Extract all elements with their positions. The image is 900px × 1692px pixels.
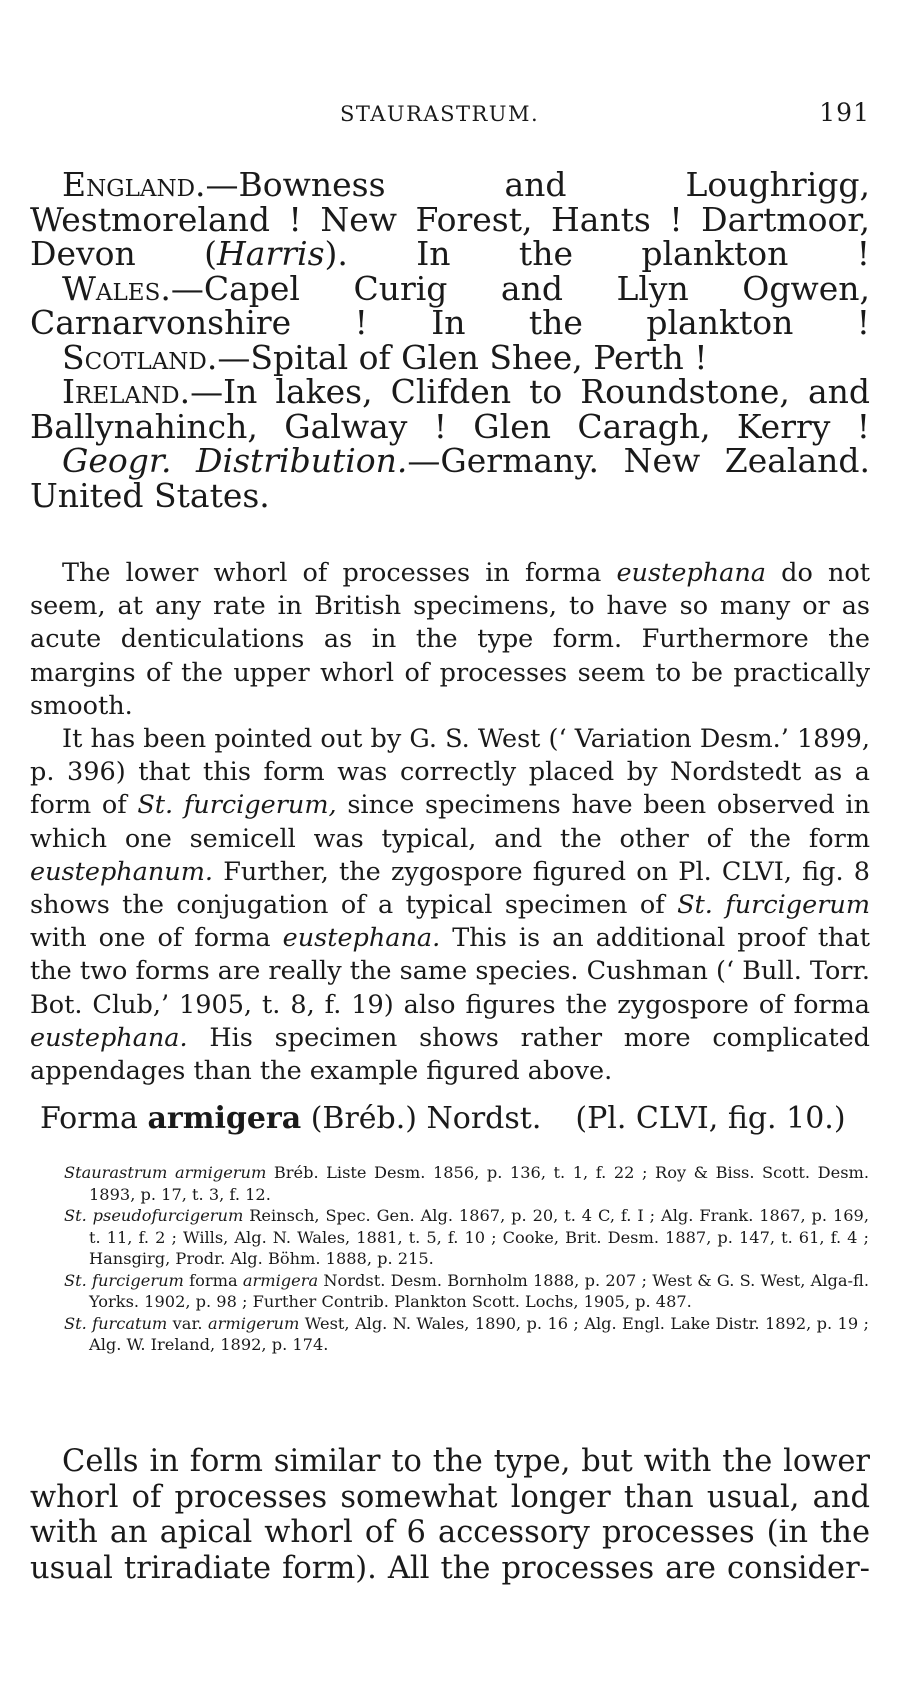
- synonym-name: St. furcigerum: [64, 1270, 184, 1290]
- distribution-section: [30, 165, 870, 515]
- wales-label: Wales.: [62, 268, 171, 308]
- england-collector: Harris: [217, 234, 325, 273]
- distribution-ireland: [30, 372, 870, 446]
- synonym-entry: [64, 1270, 869, 1313]
- synonym-name: armigera: [242, 1270, 319, 1290]
- text-run: Further, the zygospore figured on Pl. CLVI, fig. 8 shows the conjugation of a typical specimen of: [30, 856, 870, 921]
- synonym-connector: var.: [167, 1313, 208, 1333]
- discussion-paragraph-2: [30, 723, 870, 1088]
- england-label: England.: [62, 165, 206, 204]
- scotland-label: Scotland.: [62, 337, 218, 377]
- description-section: [30, 1444, 870, 1586]
- synonym-entry: [64, 1313, 869, 1356]
- running-head: STAURASTRUM.: [340, 102, 540, 126]
- forma-name: armigera: [147, 1101, 302, 1136]
- england-tail: ). In the plankton !: [324, 234, 870, 273]
- synonym-name: St. pseudofurcigerum: [64, 1206, 244, 1225]
- italic-run: eustephanum.: [30, 856, 214, 887]
- italic-run: eustephana: [616, 558, 766, 588]
- description-paragraph: Cells in form similar to the type, but with the lower whorl of processes somewhat longer than usual, and with an apical whorl of 6 accessory processes (in the usual triradiate form). All the processes are consider-: [30, 1444, 870, 1586]
- geogr-label: Geogr. Distribution.: [62, 441, 408, 480]
- forma-heading: [40, 1101, 846, 1136]
- forma-prefix: Forma: [40, 1101, 148, 1136]
- text-run: do not seem, at any rate in British specimens, to have so many or as acute denticulations as in the type form. Furthermore the margins of the upper whorl of processes seem to be practically smooth.: [30, 558, 870, 721]
- distribution-wales: [30, 268, 870, 342]
- synonym-name: armigerum: [207, 1313, 300, 1333]
- geogr-text: —Germany. New Zealand. United States.: [30, 441, 870, 515]
- scotland-text: —Spital of Glen Shee, Perth !: [217, 337, 708, 377]
- page-number: 191: [819, 98, 870, 127]
- wales-text: —Capel Curig and Llyn Ogwen, Carnarvonshire ! In the plankton !: [30, 268, 870, 342]
- distribution-geography: [30, 441, 870, 515]
- text-run: since specimens have been observed in which one semicell was typical, and the other of the form: [30, 790, 870, 854]
- text-run: His specimen shows rather more complicated appendages than the example figured above.: [30, 1022, 870, 1087]
- text-run: This is an additional proof that the two forms are really the same species. Cushman (‘ Bull. Torr. Bot. Club,’ 1905, t. 8, f. 19) also figures the zygospore of forma: [30, 923, 870, 1020]
- italic-run: eustephana.: [30, 1022, 188, 1053]
- synonym-entry: [64, 1162, 869, 1205]
- italic-run: eustephana.: [282, 923, 441, 954]
- synonymy-list: [64, 1162, 869, 1356]
- text-run: It has been pointed out by G. S. West (‘ Variation Desm.’ 1899, p. 396) that this form was correctly placed by Nordstedt as a form of: [30, 724, 870, 821]
- ireland-text: —In lakes, Clifden to Roundstone, and Ballynahinch, Galway ! Glen Caragh, Kerry !: [30, 372, 870, 446]
- text-run: with one of forma: [30, 923, 283, 954]
- synonym-name: Staurastrum armigerum: [64, 1163, 267, 1182]
- discussion-paragraph-1: [30, 557, 870, 723]
- synonym-entry: [64, 1205, 869, 1270]
- forma-plate-reference: (Pl. CLVI, fig. 10.): [575, 1101, 846, 1136]
- distribution-england: [30, 165, 870, 273]
- synonym-name: St. furcatum: [64, 1313, 168, 1333]
- forma-authority: (Bréb.) Nordst.: [301, 1101, 542, 1136]
- synonym-citation: West, Alg. N. Wales, 1890, p. 16 ; Alg. Engl. Lake Distr. 1892, p. 19 ; Alg. W. Ireland, 1892, p. 174.: [89, 1313, 869, 1354]
- italic-run: St. furcigerum,: [137, 790, 337, 821]
- england-text: —Bowness and Loughrigg, Westmoreland ! New Forest, Hants ! Dartmoor, Devon (: [30, 165, 870, 273]
- text-run: The lower whorl of processes in forma: [62, 558, 617, 588]
- discussion-section: [30, 557, 870, 1088]
- synonym-connector: forma: [183, 1270, 243, 1290]
- synonym-citation: Bréb. Liste Desm. 1856, p. 136, t. 1, f. 22 ; Roy & Biss. Scott. Desm. 1893, p. 17, t. 3, f. 12.: [89, 1163, 869, 1204]
- italic-run: St. furcigerum: [677, 890, 871, 921]
- distribution-scotland: [30, 337, 870, 377]
- synonym-citation: Reinsch, Spec. Gen. Alg. 1867, p. 20, t. 4 C, f. I ; Alg. Frank. 1867, p. 169, t. 11, f. 2 ; Wills, Alg. N. Wales, 1881, t. 5, f. 10 ; Cooke, Brit. Desm. 1887, p. 147, t. 61, f. 4 ; Hansgirg, Prodr. Alg. Böhm. 1888, p. 215.: [89, 1206, 869, 1268]
- synonym-citation: Nordst. Desm. Bornholm 1888, p. 207 ; West & G. S. West, Alga-fl. Yorks. 1902, p. 98 ; Further Contrib. Plankton Scott. Lochs, 1905, p. 487.: [89, 1270, 869, 1311]
- ireland-label: Ireland.: [62, 372, 191, 411]
